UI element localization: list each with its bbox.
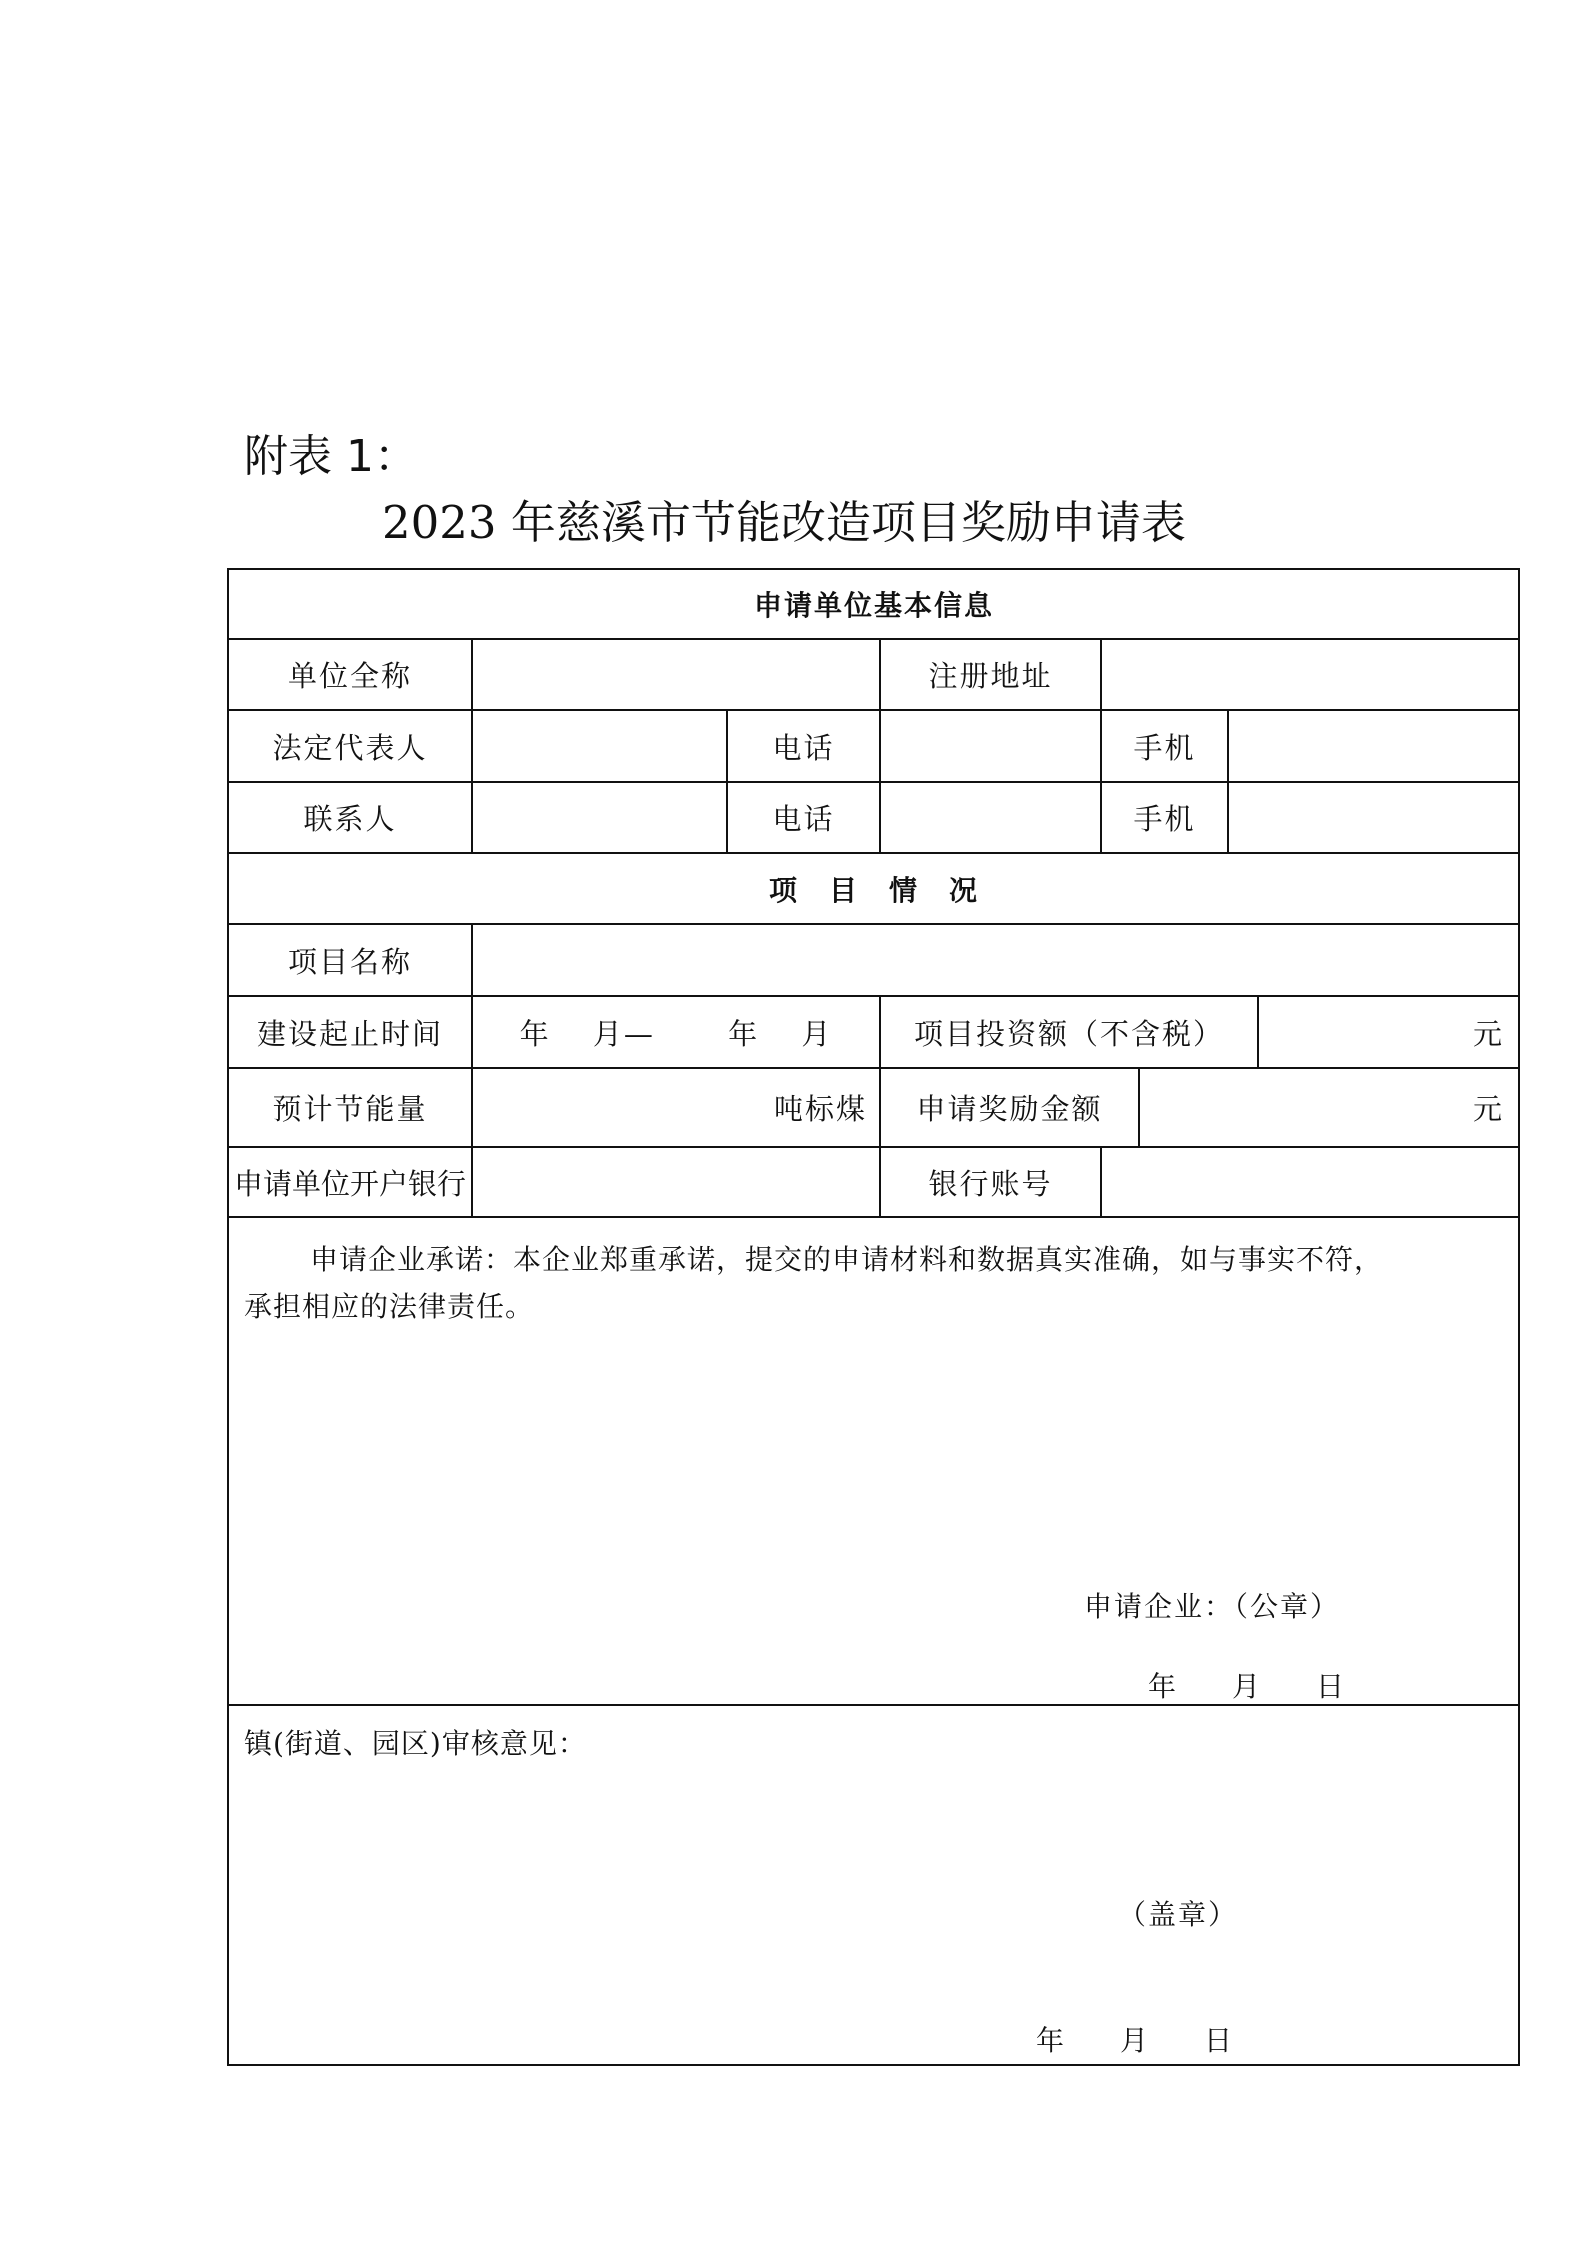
label-reward-amount: 申请奖励金额 (916, 1092, 1103, 1126)
review-seal-label: （盖章） (1118, 1898, 1239, 1931)
input-investment[interactable]: 元 (1472, 1016, 1504, 1051)
label-contact: 联系人 (303, 802, 397, 836)
input-legal-rep[interactable] (473, 711, 726, 781)
label-mobile: 手机 (1133, 730, 1196, 765)
label-legal-rep: 法定代表人 (272, 730, 428, 765)
pledge-text-line2: 承担相应的法律责任。 (244, 1290, 535, 1323)
label-unit-name: 单位全称 (287, 659, 412, 693)
label-bank: 申请单位开户银行 (233, 1166, 466, 1201)
input-energy-saving[interactable]: 吨标煤 (773, 1092, 867, 1126)
section-basic-info: 申请单位基本信息 (753, 589, 994, 622)
label-project-name: 项目名称 (287, 944, 412, 979)
input-build-period[interactable]: 年 月— 年 月 (519, 1016, 833, 1051)
pledge-text-line1: 申请企业承诺：本企业郑重承诺，提交的申请材料和数据真实准确，如与事实不符， (310, 1243, 1384, 1276)
input-reward-amount[interactable]: 元 (1472, 1092, 1504, 1126)
review-date: 年 月 日 (1036, 2024, 1233, 2057)
input-unit-name[interactable] (473, 640, 879, 709)
label-account: 银行账号 (928, 1166, 1053, 1201)
input-contact-phone[interactable] (881, 783, 1100, 852)
input-legal-mobile[interactable] (1229, 711, 1518, 781)
attachment-label: 附表 1： (244, 431, 418, 482)
label-investment: 项目投资额（不含税） (913, 1016, 1224, 1051)
label-mobile: 手机 (1133, 802, 1196, 836)
label-phone: 电话 (772, 802, 835, 836)
input-account[interactable] (1102, 1148, 1518, 1216)
input-bank[interactable] (473, 1148, 879, 1216)
label-energy-saving: 预计节能量 (272, 1092, 428, 1126)
section-project: 项 目 情 况 (768, 873, 979, 907)
input-contact[interactable] (473, 783, 726, 852)
page-title: 2023 年慈溪市节能改造项目奖励申请表 (382, 496, 1186, 549)
input-project-name[interactable] (473, 925, 1518, 995)
label-build-period: 建设起止时间 (256, 1016, 443, 1051)
label-phone: 电话 (772, 730, 835, 765)
applicant-date: 年 月 日 (1148, 1670, 1345, 1703)
review-label: 镇(街道、园区)审核意见： (244, 1727, 587, 1760)
input-reg-address[interactable] (1102, 640, 1518, 709)
input-legal-phone[interactable] (881, 711, 1100, 781)
input-contact-mobile[interactable] (1229, 783, 1518, 852)
applicant-seal-label: 申请企业：（公章） (1084, 1590, 1341, 1623)
label-reg-address: 注册地址 (928, 659, 1053, 693)
